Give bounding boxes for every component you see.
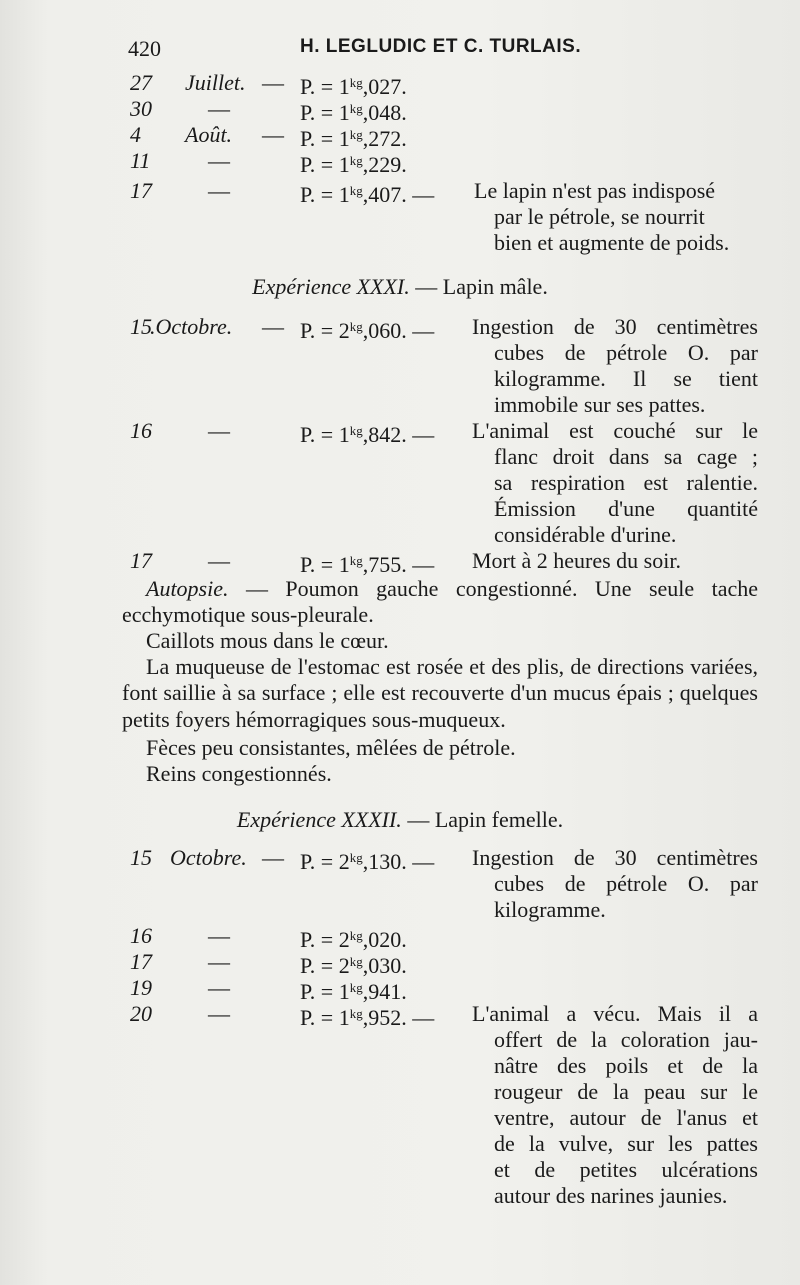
- entry-day: 16: [130, 923, 152, 948]
- weight-unit: kg: [349, 423, 363, 438]
- weight-unit: kg: [349, 183, 363, 198]
- entry-dash: —: [208, 923, 230, 948]
- entry-dash: —: [262, 122, 284, 147]
- weight-prefix: P. = 1: [300, 100, 350, 125]
- weight-value: ,842. —: [362, 422, 435, 447]
- entry-dash: —: [262, 70, 284, 95]
- entry-day: 4: [130, 122, 141, 147]
- weight-prefix: P. = 1: [300, 126, 350, 151]
- weight-prefix: P. = 1: [300, 152, 350, 177]
- weight-unit: kg: [349, 850, 363, 865]
- weight-value: ,030.: [362, 953, 407, 978]
- entry-month: Août.: [185, 122, 233, 147]
- experiment-31-heading: [0, 274, 800, 300]
- entry-dash: —: [208, 975, 230, 1000]
- entry-day: 15: [130, 314, 152, 339]
- entry-weight: [300, 314, 434, 344]
- entry-text-line: Ingestion de 30 centimètres: [472, 845, 758, 870]
- entry-day: 30: [130, 96, 152, 121]
- entry-dash: —: [208, 178, 230, 203]
- weight-prefix: P. = 1: [300, 1005, 350, 1030]
- entry-text-line: considérable d'urine.: [494, 522, 677, 547]
- autopsy-paragraph: [122, 576, 758, 629]
- page-number: 420: [128, 36, 161, 61]
- entry-dash: —: [208, 418, 230, 443]
- entry-text-line: kilogramme. Il se tient: [494, 366, 758, 391]
- weight-prefix: P. = 1: [300, 552, 350, 577]
- experiment-32-heading: [0, 807, 800, 833]
- note-line: Le lapin n'est pas indisposé: [474, 178, 716, 203]
- weight-value: ,755. —: [362, 552, 435, 577]
- entry-text-line: cubes de pétrole O. par: [494, 340, 758, 365]
- autopsy-label: Autopsie.: [146, 576, 229, 601]
- entry-text-line: autour des narines jaunies.: [494, 1183, 728, 1208]
- note-line: bien et augmente de poids.: [494, 230, 730, 255]
- weight-prefix: P. = 1: [300, 182, 350, 207]
- entry-text-line: Ingestion de 30 centimètres: [472, 314, 758, 339]
- entry-text-line: rougeur de la peau sur le: [494, 1079, 758, 1104]
- entry-dash: —: [262, 845, 284, 870]
- entry-text-line: kilogramme.: [494, 897, 606, 922]
- note-line: par le pétrole, se nourrit: [494, 204, 705, 229]
- experiment-subject: — Lapin mâle.: [415, 274, 548, 299]
- weight-unit: kg: [349, 75, 363, 90]
- entry-text-line: flanc droit dans sa cage ;: [494, 444, 758, 469]
- weight-unit: kg: [349, 1006, 363, 1021]
- entry-day: 19: [130, 975, 152, 1000]
- entry-day: 16: [130, 418, 152, 443]
- weight-unit: kg: [349, 319, 363, 334]
- experiment-title: Expérience XXXI.: [252, 274, 410, 299]
- weight-prefix: P. = 2: [300, 927, 350, 952]
- weight-value: ,941.: [362, 979, 407, 1004]
- weight-unit: kg: [349, 153, 363, 168]
- entry-text-line: Émission d'une quantité: [494, 496, 758, 521]
- entry-dash: —: [208, 148, 230, 173]
- weight-prefix: P. = 1: [300, 979, 350, 1004]
- weight-prefix: P. = 1: [300, 422, 350, 447]
- weight-unit: kg: [349, 553, 363, 568]
- entry-text-line: Mort à 2 heures du soir.: [472, 548, 681, 573]
- entry-dash: —: [208, 949, 230, 974]
- entry-text-line: immobile sur ses pattes.: [494, 392, 706, 417]
- entry-dash: —: [208, 96, 230, 121]
- weight-prefix: P. = 2: [300, 849, 350, 874]
- paragraph: Caillots mous dans le cœur.: [146, 628, 389, 653]
- entry-weight: [300, 418, 434, 448]
- weight-prefix: P. = 2: [300, 318, 350, 343]
- entry-weight: [300, 178, 434, 208]
- entry-day: 17: [130, 178, 152, 203]
- entry-day: 17: [130, 548, 152, 573]
- entry-day: 27: [130, 70, 152, 95]
- entry-day: 20: [130, 1001, 152, 1026]
- entry-month: Juillet.: [185, 70, 246, 95]
- entry-text-line: et de petites ulcérations: [494, 1157, 758, 1182]
- entry-weight: [300, 1001, 434, 1031]
- entry-text-line: cubes de pétrole O. par: [494, 871, 758, 896]
- entry-weight: [300, 845, 434, 875]
- entry-weight: [300, 148, 407, 178]
- entry-dash: —: [262, 314, 284, 339]
- entry-month: .Octobre.: [150, 314, 233, 339]
- weight-value: ,027.: [362, 74, 407, 99]
- weight-unit: kg: [349, 127, 363, 142]
- weight-value: ,020.: [362, 927, 407, 952]
- entry-text-line: sa respiration est ralentie.: [494, 470, 758, 495]
- entry-text-line: L'animal est couché sur le: [472, 418, 758, 443]
- entry-day: 11: [130, 148, 151, 173]
- weight-value: ,272.: [362, 126, 407, 151]
- entry-text-line: ventre, autour de l'anus et: [494, 1105, 758, 1130]
- weight-value: ,060. —: [362, 318, 435, 343]
- autopsy-text: — Poumon gauche congestionné. Une seule tache ecchymotique sous-pleurale.: [122, 576, 759, 628]
- paragraph: Reins congestionnés.: [146, 761, 332, 786]
- weight-value: ,048.: [362, 100, 407, 125]
- paragraph: Fèces peu consistantes, mêlées de pétrole.: [146, 735, 516, 760]
- entry-dash: —: [208, 548, 230, 573]
- weight-value: ,407. —: [362, 182, 435, 207]
- weight-unit: kg: [349, 101, 363, 116]
- entry-weight: [300, 548, 434, 578]
- weight-value: ,952. —: [362, 1005, 435, 1030]
- running-title: H. LEGLUDIC ET C. TURLAIS.: [300, 36, 582, 57]
- entry-text-line: L'animal a vécu. Mais il a: [472, 1001, 758, 1026]
- weight-unit: kg: [349, 980, 363, 995]
- paragraph: La muqueuse de l'estomac est rosée et des plis, de directions variées, font saillie à sa surface ; elle est recouverte d'un mucus épais ; quelques petits foyers hémorragiques sous-muqueux.: [122, 654, 758, 732]
- weight-unit: kg: [349, 928, 363, 943]
- entry-day: 15: [130, 845, 152, 870]
- weight-prefix: P. = 2: [300, 953, 350, 978]
- weight-unit: kg: [349, 954, 363, 969]
- weight-value: ,229.: [362, 152, 407, 177]
- weight-value: ,130. —: [362, 849, 435, 874]
- experiment-title: Expérience XXXII.: [236, 807, 402, 832]
- experiment-subject: — Lapin femelle.: [407, 807, 564, 832]
- entry-text-line: de la vulve, sur les pattes: [494, 1131, 758, 1156]
- entry-text-line: offert de la coloration jau-: [494, 1027, 758, 1052]
- entry-day: 17: [130, 949, 152, 974]
- entry-dash: —: [208, 1001, 230, 1026]
- entry-month: Octobre.: [170, 845, 247, 870]
- entry-text-line: nâtre des poils et de la: [494, 1053, 758, 1078]
- weight-prefix: P. = 1: [300, 74, 350, 99]
